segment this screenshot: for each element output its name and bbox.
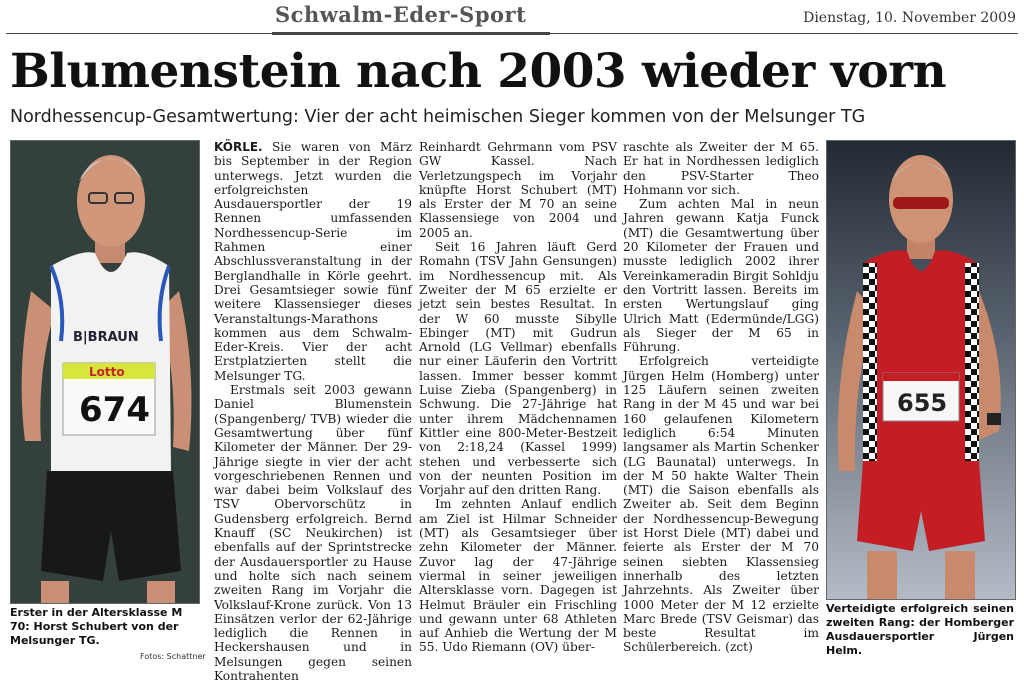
- article-paragraph: Im zehnten Anlauf endlich am Ziel ist Hilmar Schneider (MT) als Gesamtsieger über zehn Kilometer der Männer. Zuvor lag der 47-Jährige viermal in seiner jeweiligen Altersklasse vorn. Dagegen ist Helmut Bräuler ein Frischling und gewann unter 68 Athleten auf Anhieb die Wertung der M 55. Udo Riemann (OV) über-: [419, 497, 617, 655]
- article-column-3: [623, 140, 819, 655]
- bib-number-left: 674: [79, 390, 150, 430]
- paragraph-text: Sie waren von März bis September in der Region unterwegs. Jetzt wurden die erfolgreichsten Ausdauersportler der 19 Rennen umfassenden Nordhessencup-Serie im Rahmen einer Abschlussveranstaltung in der Berglandhalle in Körle geehrt. Drei Gesamtsieger sowie fünf weitere Klassensieger dieses Veranstaltungs-Marathons kommen aus dem Schwalm-Eder-Kreis. Vier der acht Erstplatzierten stellt die Melsunger TG.: [214, 140, 413, 383]
- article-paragraph: Reinhardt Gehrmann vom PSV GW Kassel. Nach Verletzungspech im Vorjahr knüpfte Horst Schubert (MT) als Erster der M 70 an seine Klassensiege von 2004 und 2005 an.: [419, 140, 617, 240]
- article-column-2: [419, 140, 617, 655]
- bib-number-right: 655: [897, 389, 948, 417]
- runner-right-illustration: [827, 141, 1015, 599]
- header-rule: [6, 33, 1018, 34]
- subheadline: Nordhessencup-Gesamtwertung: Vier der acht heimischen Sieger kommen von der Melsunger TG: [10, 107, 866, 127]
- article-paragraph: Seit 16 Jahren läuft Gerd Romahn (TSV Jahn Gensungen) im Nordhessencup mit. Als Zweiter der M 65 erzielte er jetzt sein bestes Resultat. In der W 60 musste Sibylle Ebinger (MT) mit Gudrun Arnold (LG Vellmar) ebenfalls nur einer Läuferin den Vortritt lassen. Immer besser kommt Luise Zieba (Spangenberg) in Schwung. Die 27-Jährige hat unter ihrem Mädchennamen Kittler eine 800-Meter-Bestzeit von 2:18,24 (Kassel 1999) stehen und verbesserte sich von der neunten Position im Vorjahr auf den dritten Rang.: [419, 240, 617, 498]
- caption-right: Verteidigte erfolgreich seinen zweiten Rang: der Homberger Ausdauersportler Jürgen Helm.: [826, 602, 1014, 657]
- article-column-1: [214, 140, 412, 683]
- article-paragraph: raschte als Zweiter der M 65. Er hat in Nordhessen lediglich den PSV-Starter Theo Hohmann vor sich.: [623, 140, 819, 197]
- bib-sponsor-text: Lotto: [89, 365, 125, 379]
- photo-runner-right: [826, 140, 1016, 600]
- article-paragraph: Zum achten Mal in neun Jahren gewann Katja Funck (MT) die Gesamtwertung über 20 Kilometer der Frauen und musste lediglich 2002 ihrer Vereinkameradin Birgit Sohldju den Vortritt lassen. Bereits im ersten Wertungslauf ging Ulrich Matt (Edermünde/LGG) als Sieger der M 65 in Führung.: [623, 197, 819, 355]
- article-paragraph: Erstmals seit 2003 gewann Daniel Blumenstein (Spangenberg/ TVB) wieder die Gesamtwertung über fünf Kilometer der Männer. Der 29-Jährige siegte in vier der acht vorgeschriebenen Rennen und war dabei beim Volkslauf des TSV Obervorschütz in Gudensberg erfolgreich. Bernd Knauff (SC Neukirchen) ist ebenfalls auf der Sprintstrecke der Ausdauersportler zu Hause und holte sich nach seinem zweiten Rang im Vorjahr die Volkslauf-Krone zurück. Von 13 Einsätzen verlor der 62-Jährige lediglich die Rennen in Heckershausen und in Melsungen gegen seinen Kontrahenten: [214, 383, 412, 683]
- issue-date: Dienstag, 10. November 2009: [803, 10, 1016, 26]
- dateline: KÖRLE.: [214, 140, 263, 154]
- photo-credit: Fotos: Schattner: [140, 652, 206, 661]
- caption-left: Erster in der Altersklasse M 70: Horst Schubert von der Melsunger TG.: [10, 606, 183, 647]
- article-paragraph: Erfolgreich verteidigte Jürgen Helm (Homberg) unter 125 Läufern seinen zweiten Rang in der M 45 und war bei 160 gelaufenen Kilometern lediglich 6:54 Minuten langsamer als Martin Schenker (LG Baunatal) unterwegs. In der M 50 hakte Walter Thein (MT) die Saison ebenfalls als Zweiter ab. Seit dem Beginn der Nordhessencup-Bewegung ist Horst Diele (MT) dabei und feierte als Erster der M 70 seinen siebten Klassensieg innerhalb des letzten Jahrzehnts. Als Zweiter über 1000 Meter der M 12 erzielte Marc Brede (TSV Geismar) das beste Resultat im Schülerbereich. (zct): [623, 354, 819, 655]
- photo-runner-left: [10, 140, 200, 604]
- headline: Blumenstein nach 2003 wieder vorn: [10, 44, 947, 99]
- shirt-brand-text: B|BRAUN: [73, 330, 139, 345]
- article-paragraph: [214, 140, 412, 383]
- runner-left-illustration: [11, 141, 199, 603]
- section-title: Schwalm-Eder-Sport: [275, 2, 527, 27]
